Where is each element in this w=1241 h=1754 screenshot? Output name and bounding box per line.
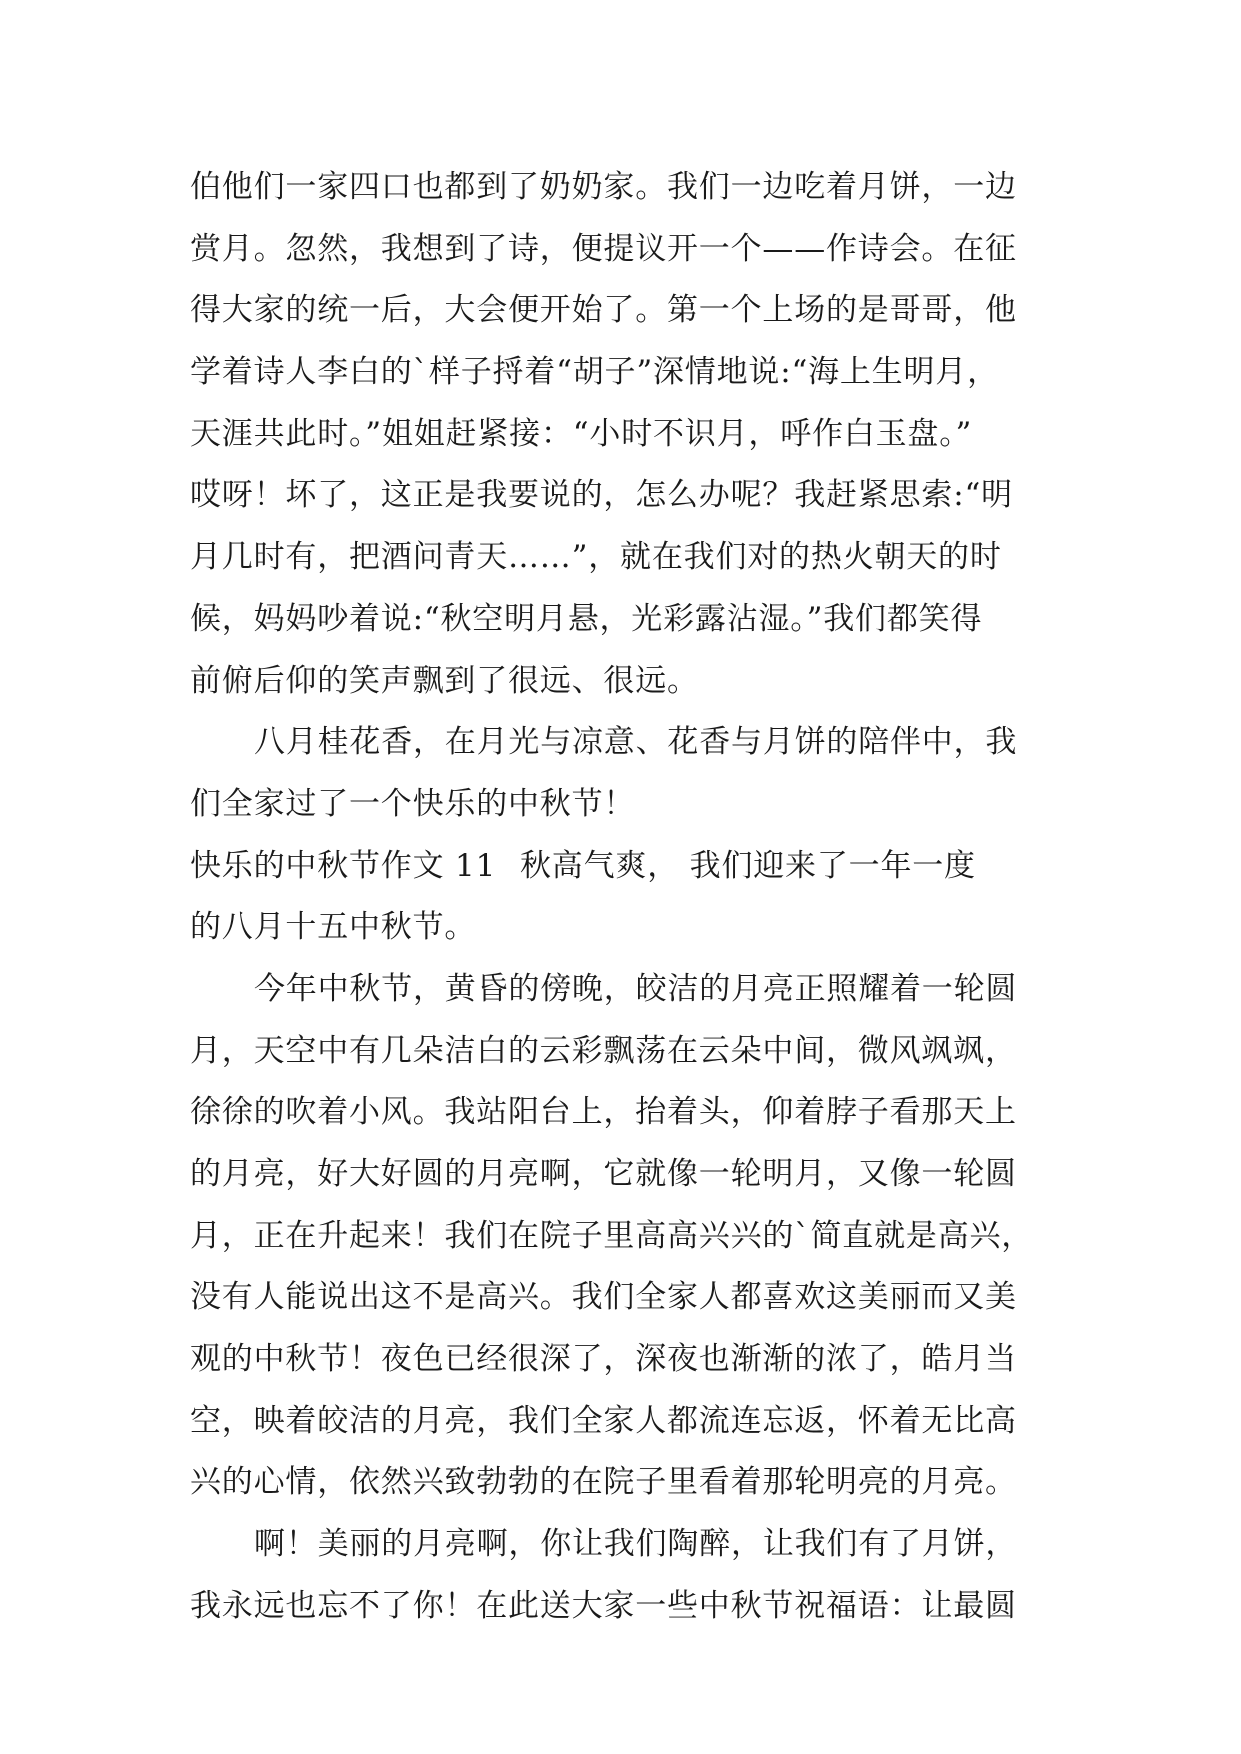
text-line: 们全家过了一个快乐的中秋节！ bbox=[190, 785, 636, 822]
document-body bbox=[190, 157, 1070, 1638]
text-line: 观的中秋节！夜色已经很深了，深夜也渐渐的浓了，皓月当 bbox=[190, 1341, 1017, 1378]
text-line: 的八月十五中秋节。 bbox=[190, 909, 477, 946]
heading-line bbox=[190, 836, 1070, 898]
text-line: 哎呀！坏了，这正是我要说的，怎么办呢？我赶紧思索:“明 bbox=[190, 477, 1013, 514]
paragraph-poetry-party bbox=[190, 157, 1070, 712]
essay-intro: 秋高气爽， 我们迎来了一年一度 bbox=[520, 847, 976, 884]
text-line: 今年中秋节，黄昏的傍晚，皎洁的月亮正照耀着一轮圆 bbox=[254, 970, 1018, 1007]
text-line: 得大家的统一后，大会便开始了。第一个上场的是哥哥，他 bbox=[190, 292, 1017, 329]
paragraph-moon-night bbox=[190, 959, 1070, 1514]
text-line: 啊！美丽的月亮啊，你让我们陶醉，让我们有了月饼， bbox=[254, 1526, 1018, 1563]
text-line: 空，映着皎洁的月亮，我们全家人都流连忘返，怀着无比高 bbox=[190, 1402, 1017, 1439]
paragraph-closing bbox=[190, 1514, 1070, 1637]
text-line: 伯他们一家四口也都到了奶奶家。我们一边吃着月饼，一边 bbox=[190, 169, 1017, 205]
text-line: 月，正在升起来！我们在院子里高高兴兴的`简直就是高兴， bbox=[190, 1217, 1034, 1254]
text-line: 月几时有，把酒问青天……”，就在我们对的热火朝天的时 bbox=[190, 539, 1002, 576]
text-line: 学着诗人李白的`样子捋着“胡子”深情地说:“海上生明月， bbox=[190, 354, 999, 391]
text-line: 天涯共此时。”姐姐赶紧接：“小时不识月，呼作白玉盘。” bbox=[190, 415, 973, 452]
text-line: 徐徐的吹着小风。我站阳台上，抬着头，仰着脖子看那天上 bbox=[190, 1094, 1017, 1131]
text-line: 月，天空中有几朵洁白的云彩飘荡在云朵中间，微风飒飒， bbox=[190, 1032, 1017, 1069]
text-line: 的月亮，好大好圆的月亮啊，它就像一轮明月，又像一轮圆 bbox=[190, 1156, 1017, 1192]
text-line: 候，妈妈吵着说:“秋空明月悬，光彩露沾湿。”我们都笑得 bbox=[190, 600, 983, 637]
essay-section-heading bbox=[190, 836, 1070, 959]
text-line: 赏月。忽然，我想到了诗，便提议开一个——作诗会。在征 bbox=[190, 230, 1017, 267]
text-line: 没有人能说出这不是高兴。我们全家人都喜欢这美丽而又美 bbox=[190, 1279, 1017, 1316]
paragraph-ending bbox=[190, 712, 1070, 835]
text-line: 我永远也忘不了你！在此送大家一些中秋节祝福语：让最圆 bbox=[190, 1587, 1017, 1624]
text-line: 八月桂花香，在月光与凉意、花香与月饼的陪伴中，我 bbox=[254, 724, 1018, 761]
essay-title: 快乐的中秋节作文 11 bbox=[190, 847, 497, 884]
text-line: 前俯后仰的笑声飘到了很远、很远。 bbox=[190, 662, 699, 699]
text-line: 兴的心情，依然兴致勃勃的在院子里看着那轮明亮的月亮。 bbox=[190, 1464, 1017, 1501]
